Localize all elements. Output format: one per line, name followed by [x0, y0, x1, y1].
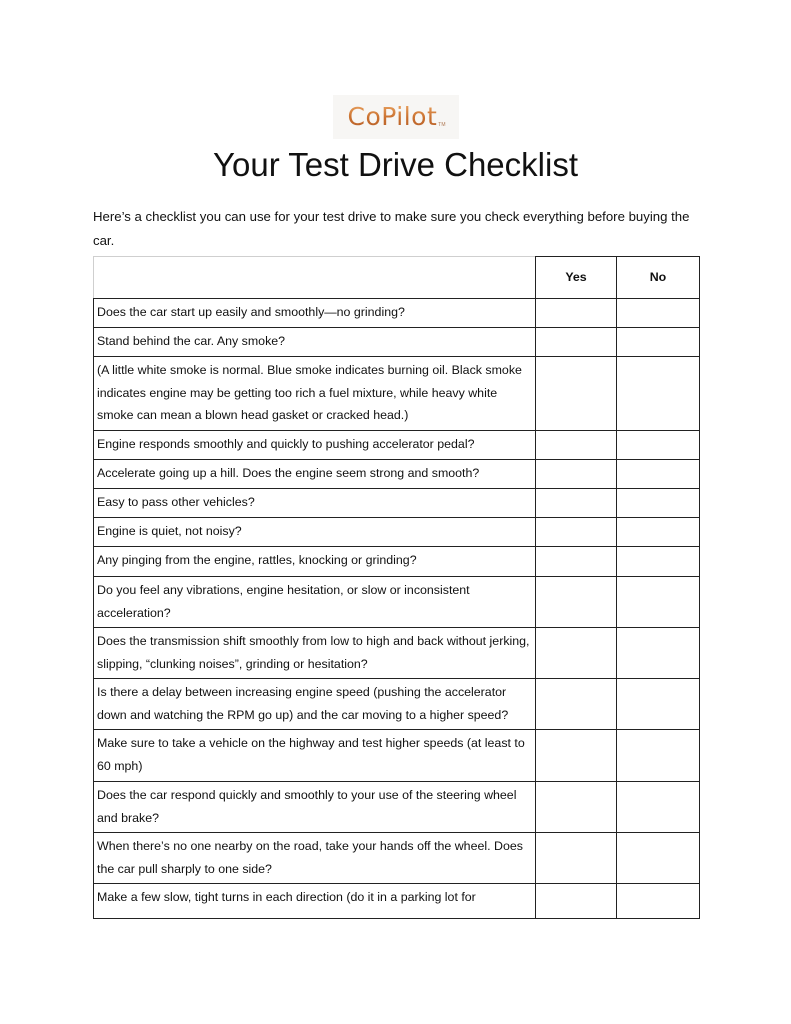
table-row: [94, 357, 700, 431]
table-row: [94, 782, 700, 833]
header-question-cell: [94, 257, 536, 299]
yes-checkbox-cell[interactable]: [536, 679, 617, 730]
no-checkbox-cell[interactable]: [617, 679, 700, 730]
table-row: [94, 328, 700, 357]
checklist-question: Is there a delay between increasing engine speed (pushing the accelerator down and watching the RPM go up) and the car moving to a higher speed?: [94, 679, 536, 730]
yes-checkbox-cell[interactable]: [536, 628, 617, 679]
checklist-question: Stand behind the car. Any smoke?: [94, 328, 536, 357]
checklist-question: Does the car start up easily and smoothly—no grinding?: [94, 299, 536, 328]
table-row: [94, 884, 700, 919]
no-checkbox-cell[interactable]: [617, 328, 700, 357]
logo-trademark: TM: [438, 122, 446, 128]
no-checkbox-cell[interactable]: [617, 577, 700, 628]
table-row: [94, 489, 700, 518]
no-checkbox-cell[interactable]: [617, 628, 700, 679]
checklist-question: Does the transmission shift smoothly from low to high and back without jerking, slipping, “clunking noises”, grinding or hesitation?: [94, 628, 536, 679]
copilot-logo: [333, 95, 459, 139]
table-row: [94, 299, 700, 328]
no-checkbox-cell[interactable]: [617, 782, 700, 833]
table-header-row: [94, 257, 700, 299]
checklist-question: Engine is quiet, not noisy?: [94, 518, 536, 547]
no-checkbox-cell[interactable]: [617, 489, 700, 518]
no-checkbox-cell[interactable]: [617, 833, 700, 884]
table-row: [94, 679, 700, 730]
yes-checkbox-cell[interactable]: [536, 431, 617, 460]
table-row: [94, 431, 700, 460]
checklist-question: Easy to pass other vehicles?: [94, 489, 536, 518]
no-checkbox-cell[interactable]: [617, 299, 700, 328]
no-checkbox-cell[interactable]: [617, 547, 700, 577]
table-row: [94, 833, 700, 884]
logo-wordmark: CoPilot: [347, 101, 438, 131]
checklist-question: Does the car respond quickly and smoothly to your use of the steering wheel and brake?: [94, 782, 536, 833]
table-row: [94, 628, 700, 679]
yes-checkbox-cell[interactable]: [536, 518, 617, 547]
yes-checkbox-cell[interactable]: [536, 489, 617, 518]
checklist-question: Engine responds smoothly and quickly to pushing accelerator pedal?: [94, 431, 536, 460]
checklist-question: Any pinging from the engine, rattles, knocking or grinding?: [94, 547, 536, 577]
no-checkbox-cell[interactable]: [617, 884, 700, 919]
yes-checkbox-cell[interactable]: [536, 328, 617, 357]
table-row: [94, 730, 700, 782]
test-drive-checklist-table: [93, 256, 700, 919]
yes-checkbox-cell[interactable]: [536, 884, 617, 919]
header-yes: Yes: [536, 257, 617, 299]
checklist-question: Accelerate going up a hill. Does the engine seem strong and smooth?: [94, 460, 536, 489]
checklist-question: Do you feel any vibrations, engine hesitation, or slow or inconsistent acceleration?: [94, 577, 536, 628]
yes-checkbox-cell[interactable]: [536, 782, 617, 833]
no-checkbox-cell[interactable]: [617, 730, 700, 782]
no-checkbox-cell[interactable]: [617, 518, 700, 547]
yes-checkbox-cell[interactable]: [536, 547, 617, 577]
yes-checkbox-cell[interactable]: [536, 833, 617, 884]
checklist-question: Make sure to take a vehicle on the highway and test higher speeds (at least to 60 mph): [94, 730, 536, 782]
header-no: No: [617, 257, 700, 299]
no-checkbox-cell[interactable]: [617, 357, 700, 431]
table-row: [94, 577, 700, 628]
yes-checkbox-cell[interactable]: [536, 730, 617, 782]
intro-paragraph: Here’s a checklist you can use for your test drive to make sure you check everything before buying the car.: [93, 209, 690, 248]
table-row: [94, 460, 700, 489]
page-title: Your Test Drive Checklist: [213, 146, 578, 183]
table-row: [94, 547, 700, 577]
table-row: [94, 518, 700, 547]
yes-checkbox-cell[interactable]: [536, 299, 617, 328]
yes-checkbox-cell[interactable]: [536, 577, 617, 628]
yes-checkbox-cell[interactable]: [536, 460, 617, 489]
checklist-question: Make a few slow, tight turns in each direction (do it in a parking lot for: [94, 884, 536, 919]
no-checkbox-cell[interactable]: [617, 431, 700, 460]
checklist-question: When there’s no one nearby on the road, take your hands off the wheel. Does the car pull sharply to one side?: [94, 833, 536, 884]
checklist-question: (A little white smoke is normal. Blue smoke indicates burning oil. Black smoke indicates engine may be getting too rich a fuel mixture, while heavy white smoke can mean a blown head gasket or cracked head.): [94, 357, 536, 431]
no-checkbox-cell[interactable]: [617, 460, 700, 489]
yes-checkbox-cell[interactable]: [536, 357, 617, 431]
